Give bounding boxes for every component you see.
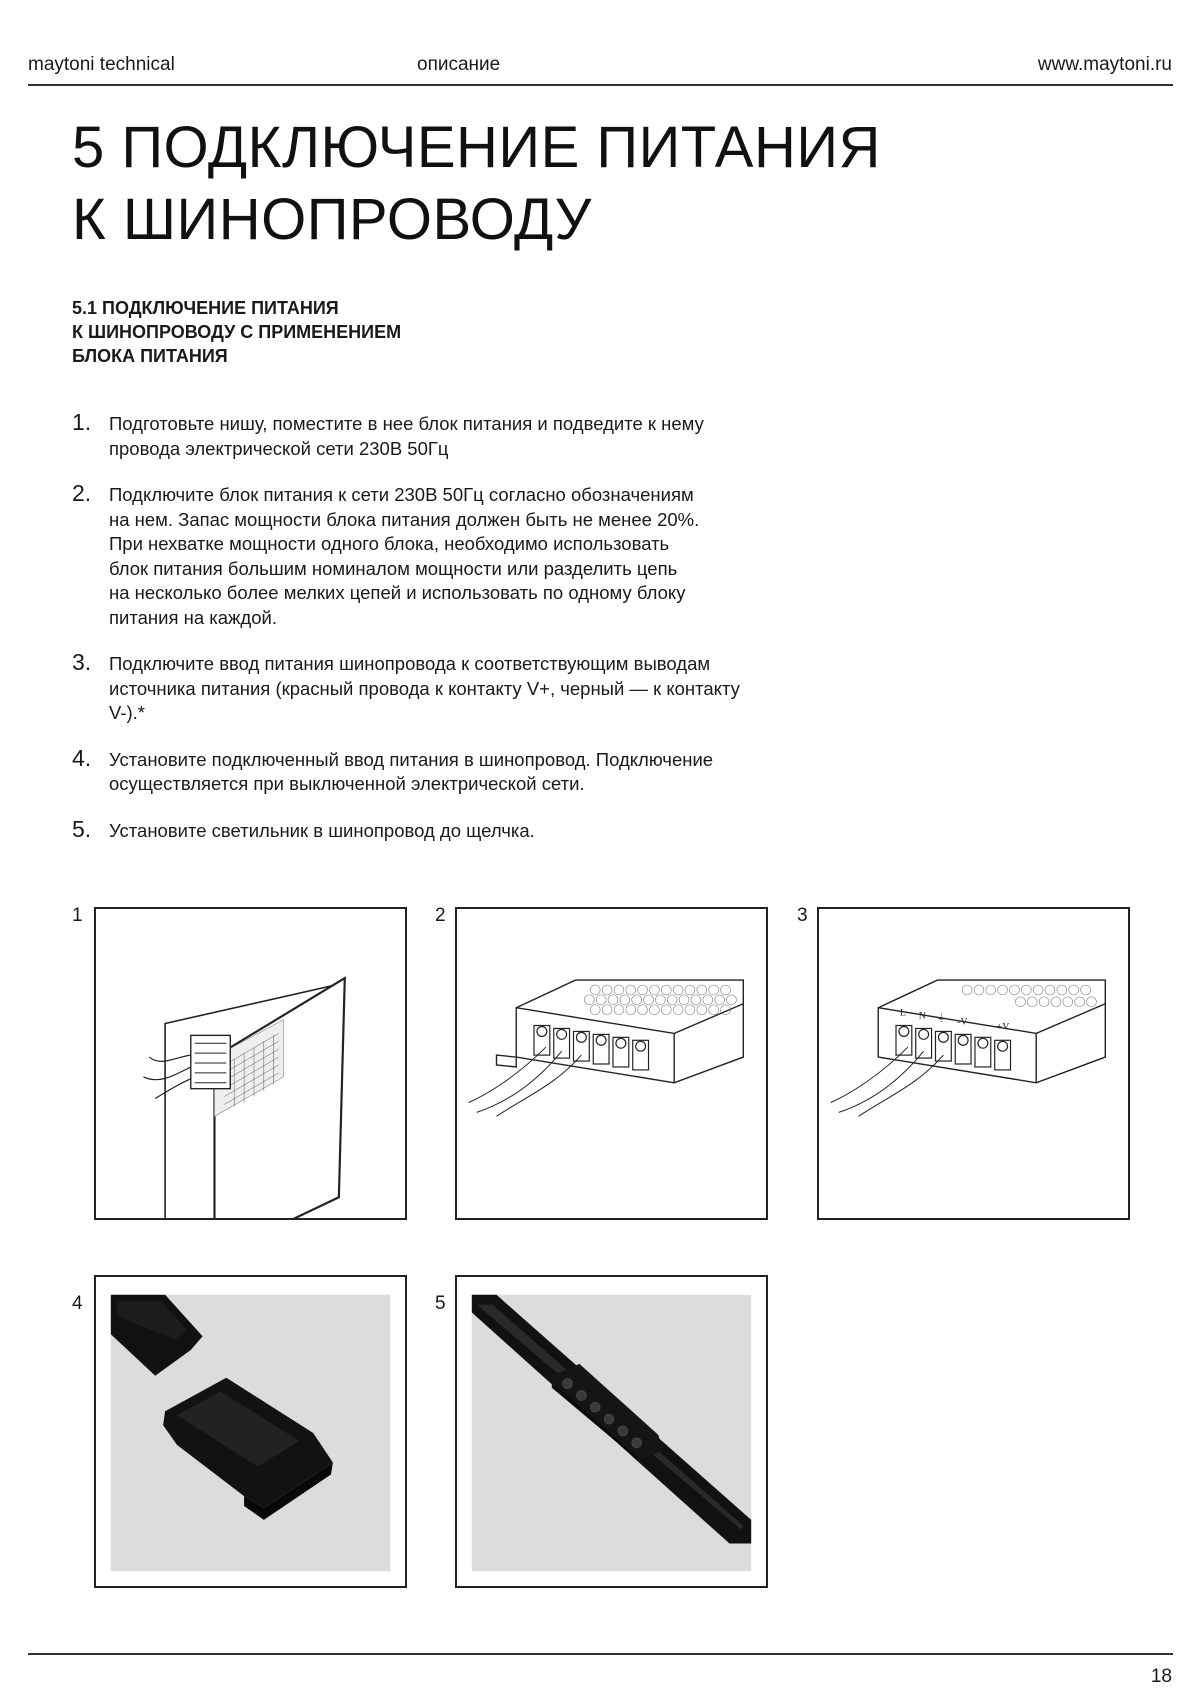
psu-illustration — [457, 909, 766, 1218]
figure-number-3: 3 — [797, 905, 808, 926]
figure-number-5: 5 — [435, 1293, 446, 1314]
step-item — [72, 649, 832, 726]
figure-number-2: 2 — [435, 905, 446, 926]
step-item — [72, 815, 832, 844]
step-line: осуществляется при выключенной электрической сети. — [109, 773, 585, 794]
step-item — [72, 480, 832, 630]
section-label: описание — [417, 54, 501, 75]
page-title-line-2: К ШИНОПРОВОДУ — [72, 187, 592, 252]
figure-3-psu-labels-drawing — [817, 907, 1130, 1220]
footer-rule — [28, 1653, 1173, 1655]
step-line: Установите подключенный ввод питания в шинопровод. Подключение — [109, 748, 714, 770]
page-title — [72, 112, 881, 256]
figure-number-4: 4 — [72, 1293, 83, 1314]
luminaire-photo — [457, 1277, 766, 1586]
terminal-label-l: L — [899, 1007, 906, 1019]
step-number: 1. — [72, 409, 92, 435]
steps-list — [72, 409, 832, 843]
section-subtitle-line-1: 5.1 ПОДКЛЮЧЕНИЕ ПИТАНИЯ — [72, 298, 339, 318]
figure-5-luminaire-photo — [455, 1275, 768, 1588]
figure-4-connector-photo — [94, 1275, 407, 1588]
figure-1-niche-drawing — [94, 907, 407, 1220]
page-number: 18 — [1150, 1666, 1172, 1687]
step-number: 2. — [72, 480, 92, 506]
step-line: провода электрической сети 230В 50Гц — [109, 437, 449, 459]
psu-labeled-illustration — [819, 909, 1128, 1218]
step-item — [72, 744, 832, 797]
step-line: источника питания (красный провода к контакту V+, черный — к контакту — [109, 677, 740, 699]
niche-illustration — [96, 909, 405, 1218]
step-line: на нем. Запас мощности блока питания должен быть не менее 20%. — [109, 508, 700, 530]
header-rule — [28, 84, 1173, 86]
step-line: питания на каждой. — [109, 606, 277, 628]
step-number: 3. — [72, 649, 92, 675]
step-line: блок питания большим номиналом мощности или разделить цепь — [109, 557, 678, 579]
section-subtitle-line-2: К ШИНОПРОВОДУ С ПРИМЕНЕНИЕМ — [72, 322, 402, 342]
page-title-line-1: 5 ПОДКЛЮЧЕНИЕ ПИТАНИЯ — [72, 115, 881, 180]
connector-photo — [96, 1277, 405, 1586]
step-line: Подключите ввод питания шинопровода к соответствующим выводам — [109, 653, 711, 674]
step-number: 5. — [72, 815, 92, 842]
step-line: V-).* — [109, 702, 145, 723]
section-subtitle-line-3: БЛОКА ПИТАНИЯ — [72, 346, 228, 366]
step-line: Установите светильник в шинопровод до щелчка. — [109, 819, 535, 841]
terminal-label-plus-v: +V — [996, 1021, 1010, 1033]
step-line: Подготовьте нишу, поместите в нее блок питания и подведите к нему — [109, 413, 704, 434]
figure-2-psu-drawing — [455, 907, 768, 1220]
website-link[interactable]: www.maytoni.ru — [1037, 54, 1172, 75]
terminal-label-ground: ⏚ — [936, 1013, 947, 1025]
brand-label: maytoni technical — [28, 54, 175, 75]
terminal-label-minus-v: -V — [957, 1016, 968, 1028]
step-number: 4. — [72, 744, 92, 771]
step-line: При нехватке мощности одного блока, необходимо использовать — [109, 533, 670, 554]
step-item — [72, 409, 832, 461]
terminal-label-n: N — [918, 1010, 926, 1022]
section-subtitle — [72, 296, 401, 368]
step-line: на несколько более мелких цепей и использовать по одному блоку — [109, 582, 686, 603]
step-line: Подключите блок питания к сети 230В 50Гц согласно обозначениям — [109, 484, 694, 505]
figure-number-1: 1 — [72, 905, 83, 926]
